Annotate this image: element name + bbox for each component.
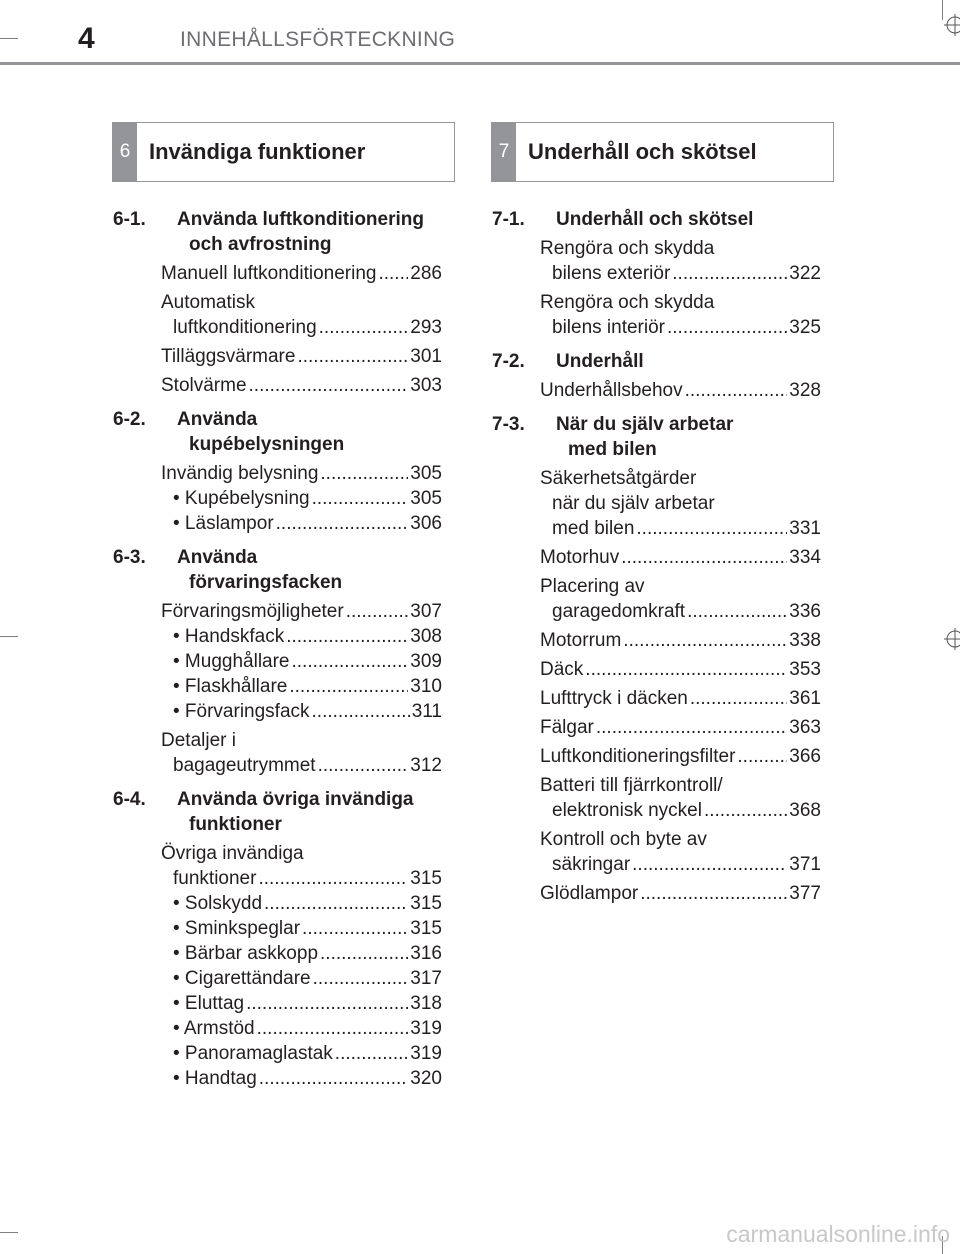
entry-line: Rengöra och skydda — [540, 238, 715, 259]
subsection-title[interactable] — [492, 349, 821, 374]
toc-entry — [540, 715, 821, 740]
entry-text: Lufttryck i däcken — [540, 688, 688, 709]
entry-text: • Cigarettändare — [173, 968, 311, 989]
leader-dots — [687, 599, 787, 624]
entry-line: Batteri till fjärrkontroll/ — [540, 775, 723, 796]
toc-entry — [161, 841, 442, 1091]
leader-dots — [632, 852, 787, 877]
subsection-title-line: Underhåll — [556, 351, 644, 372]
leader-dots — [672, 261, 787, 286]
page-ref: 293 — [410, 317, 442, 338]
toc-entry-row[interactable] — [540, 315, 821, 340]
leader-dots — [297, 344, 408, 369]
entry-text: Motorhuv — [540, 547, 620, 568]
leader-dots — [258, 866, 408, 891]
watermark: carmanualsonline.info — [726, 1221, 950, 1247]
subsection-title[interactable] — [113, 407, 442, 457]
section-tab: 7 — [492, 123, 516, 181]
toc-entry-row[interactable] — [161, 373, 442, 398]
subsection-number: 7-2. — [492, 351, 525, 372]
page-ref: 309 — [410, 651, 442, 672]
entry-text: • Eluttag — [173, 993, 245, 1014]
toc-bullet-row[interactable] — [161, 1041, 442, 1066]
entry-text: Luftkonditioneringsfilter — [540, 746, 736, 767]
leader-dots — [320, 941, 408, 966]
entry-text: • Kupébelysning — [173, 488, 310, 509]
toc-entry — [540, 744, 821, 769]
page-ref: 338 — [789, 630, 821, 651]
subsection-number: 6-2. — [113, 409, 146, 430]
leader-dots — [621, 545, 787, 570]
toc-subsection — [113, 545, 442, 778]
section-heading-7 — [491, 122, 834, 182]
section-tab: 6 — [113, 123, 137, 181]
page-ref: 305 — [410, 488, 442, 509]
leader-dots — [685, 378, 788, 403]
registration-mark-top-icon — [944, 14, 960, 36]
subsection-entries — [113, 461, 442, 536]
leader-dots — [596, 715, 787, 740]
toc-subsection — [113, 407, 442, 536]
page-ref: 319 — [410, 1018, 442, 1039]
entry-text: Manuell luftkonditionering — [161, 263, 377, 284]
toc-entry-row[interactable] — [540, 378, 821, 403]
toc-entry — [540, 628, 821, 653]
leader-dots — [737, 744, 787, 769]
toc-entry-row[interactable] — [161, 599, 442, 624]
page-ref: 325 — [789, 317, 821, 338]
entry-text: Invändig belysning — [161, 463, 319, 484]
registration-mark-mid-icon — [944, 628, 960, 650]
toc-entry — [540, 686, 821, 711]
toc-entry-row[interactable] — [161, 461, 442, 486]
entry-text: säkringar — [552, 854, 631, 875]
entry-text: Glödlampor — [540, 883, 639, 904]
entry-text: • Läslampor — [173, 513, 274, 534]
page-ref: 316 — [410, 943, 442, 964]
entry-line: när du själv arbetar — [552, 493, 715, 514]
entry-text: • Handskfack — [173, 626, 285, 647]
page-ref: 320 — [410, 1068, 442, 1089]
toc-bullet-row[interactable] — [161, 941, 442, 966]
entry-line: Detaljer i — [161, 730, 236, 751]
entry-line: Placering av — [540, 576, 645, 597]
entry-text: funktioner — [173, 868, 257, 889]
subsection-number: 7-1. — [492, 209, 525, 230]
page-ref: 334 — [789, 547, 821, 568]
entry-line: Kontroll och byte av — [540, 829, 707, 850]
toc-entry-row[interactable] — [540, 744, 821, 769]
leader-dots — [335, 1041, 409, 1066]
entry-text: Däck — [540, 659, 584, 680]
page-ref: 315 — [410, 893, 442, 914]
subsection-title-cont: och avfrostning — [189, 234, 332, 255]
toc-bullet-row[interactable] — [161, 1066, 442, 1091]
toc-entry — [161, 261, 442, 286]
subsection-entries — [113, 841, 442, 1091]
page-ref: 301 — [410, 346, 442, 367]
page-ref: 308 — [410, 626, 442, 647]
toc-entry-row[interactable] — [540, 657, 821, 682]
entry-text: garagedomkraft — [552, 601, 686, 622]
crop-mark-mid-left — [0, 636, 18, 637]
leader-dots — [704, 798, 787, 823]
toc-entry — [540, 827, 821, 877]
toc-entry-row[interactable] — [161, 344, 442, 369]
entry-text: Tilläggsvärmare — [161, 346, 296, 367]
entry-text: Stolvärme — [161, 375, 247, 396]
entry-text: Förvaringsmöjligheter — [161, 601, 344, 622]
leader-dots — [257, 1016, 409, 1041]
toc-bullet-row[interactable] — [161, 486, 442, 511]
subsection-entries — [113, 599, 442, 778]
toc-entry-row[interactable] — [161, 315, 442, 340]
toc-bullet-row[interactable] — [161, 891, 442, 916]
toc-entry-row[interactable] — [161, 261, 442, 286]
entry-text: • Bärbar askkopp — [173, 943, 319, 964]
entry-text: bagageutrymmet — [173, 755, 316, 776]
leader-dots — [312, 486, 409, 511]
page-title: INNEHÅLLSFÖRTECKNING — [180, 28, 456, 51]
toc-entry-row[interactable] — [540, 881, 821, 906]
subsection-number: 6-1. — [113, 209, 146, 230]
toc-bullet-row[interactable] — [161, 674, 442, 699]
page-ref: 322 — [789, 263, 821, 284]
page-ref: 315 — [410, 918, 442, 939]
page-ref: 310 — [410, 676, 442, 697]
page-number: 4 — [78, 22, 95, 55]
toc-subsection — [492, 207, 821, 340]
leader-dots — [636, 516, 787, 541]
toc-entry — [540, 378, 821, 403]
subsection-title-line: Använda övriga invändiga — [177, 789, 414, 810]
toc-entry — [540, 881, 821, 906]
page-ref: 317 — [410, 968, 442, 989]
section-heading-6 — [112, 122, 455, 182]
toc-entry-row[interactable] — [540, 715, 821, 740]
subsection-title-line: Använda — [177, 409, 258, 430]
toc-entry — [540, 236, 821, 286]
toc-subsection — [113, 207, 442, 398]
toc-entry-row[interactable] — [540, 628, 821, 653]
toc-bullet-row[interactable] — [161, 624, 442, 649]
entry-text: • Panoramaglastak — [173, 1043, 333, 1064]
page-ref: 353 — [789, 659, 821, 680]
subsection-title-cont: funktioner — [189, 814, 282, 835]
toc-entry — [161, 728, 442, 778]
toc-entry-row[interactable] — [540, 852, 821, 877]
page-ref: 336 — [789, 601, 821, 622]
entry-text: Motorrum — [540, 630, 622, 651]
leader-dots — [302, 916, 408, 941]
entry-text: • Sminkspeglar — [173, 918, 301, 939]
subsection-entries — [492, 236, 821, 340]
subsection-title-cont: förvaringsfacken — [189, 572, 343, 593]
entry-text: med bilen — [552, 518, 635, 539]
page-ref: 318 — [410, 993, 442, 1014]
entry-text: • Flaskhållare — [173, 676, 288, 697]
page-ref: 303 — [410, 375, 442, 396]
leader-dots — [289, 674, 408, 699]
crop-mark-top-right — [942, 0, 943, 20]
page-ref: 368 — [789, 800, 821, 821]
subsection-title[interactable] — [113, 787, 442, 837]
toc-entry — [161, 344, 442, 369]
subsection-title[interactable] — [492, 207, 821, 232]
toc-bullet-row[interactable] — [161, 511, 442, 536]
subsection-title-line: Underhåll och skötsel — [556, 209, 754, 230]
toc-bullet-row[interactable] — [161, 991, 442, 1016]
page-ref: 363 — [789, 717, 821, 738]
page-ref: 319 — [410, 1043, 442, 1064]
entry-text: elektronisk nyckel — [552, 800, 702, 821]
toc-entry-row[interactable] — [540, 686, 821, 711]
entry-text: Underhållsbehov — [540, 380, 683, 401]
subsection-title[interactable] — [113, 207, 442, 257]
entry-text: bilens interiör — [552, 317, 665, 338]
entry-text: bilens exteriör — [552, 263, 671, 284]
leader-dots — [264, 891, 408, 916]
entry-text: • Mugghållare — [173, 651, 290, 672]
toc-entry — [161, 461, 442, 536]
page-ref: 307 — [410, 601, 442, 622]
section-title: Underhåll och skötsel — [528, 139, 757, 164]
crop-mark-bottom-left — [0, 1232, 18, 1233]
leader-dots — [690, 686, 787, 711]
leader-dots — [378, 261, 408, 286]
toc-bullet-row[interactable] — [161, 966, 442, 991]
subsection-title-line: Använda — [177, 547, 258, 568]
header-rule — [0, 62, 960, 65]
toc-entry-row[interactable] — [540, 599, 821, 624]
leader-dots — [318, 753, 409, 778]
leader-dots — [346, 599, 409, 624]
toc-entry — [540, 466, 821, 541]
page-ref: 315 — [410, 868, 442, 889]
toc-bullet-row[interactable] — [161, 699, 442, 724]
subsection-title-cont: med bilen — [568, 439, 657, 460]
page-ref: 361 — [789, 688, 821, 709]
section-title: Invändiga funktioner — [149, 139, 366, 164]
leader-dots — [313, 966, 409, 991]
toc-entry — [540, 574, 821, 624]
leader-dots — [623, 628, 787, 653]
toc-subsection — [492, 349, 821, 403]
entry-text: • Armstöd — [173, 1018, 255, 1039]
leader-dots — [312, 699, 410, 724]
subsection-entries — [492, 466, 821, 906]
page-ref: 306 — [410, 513, 442, 534]
subsection-entries — [492, 378, 821, 403]
leader-dots — [640, 881, 787, 906]
toc-entry-row[interactable] — [540, 545, 821, 570]
leader-dots — [667, 315, 787, 340]
page-ref: 312 — [410, 755, 442, 776]
leader-dots — [286, 624, 408, 649]
leader-dots — [246, 991, 408, 1016]
entry-text: luftkonditionering — [173, 317, 317, 338]
subsection-title-line: När du själv arbetar — [556, 414, 734, 435]
toc-entry — [540, 657, 821, 682]
toc-entry — [540, 290, 821, 340]
entry-line: Övriga invändiga — [161, 843, 304, 864]
toc-entry-row[interactable] — [540, 261, 821, 286]
leader-dots — [319, 315, 409, 340]
page-ref: 366 — [789, 746, 821, 767]
toc-bullet-row[interactable] — [161, 916, 442, 941]
toc-subsection — [492, 412, 821, 906]
subsection-number: 7-3. — [492, 414, 525, 435]
subsection-entries — [113, 261, 442, 398]
page-ref: 311 — [411, 701, 442, 722]
entry-text: • Handtag — [173, 1068, 257, 1089]
toc-entry-row[interactable] — [161, 866, 442, 891]
entry-line: Automatisk — [161, 292, 255, 313]
leader-dots — [292, 649, 409, 674]
page-ref: 371 — [789, 854, 821, 875]
toc-entry-row[interactable] — [540, 798, 821, 823]
subsection-title-line: Använda luftkonditionering — [177, 209, 424, 230]
toc-entry — [540, 545, 821, 570]
subsection-number: 6-3. — [113, 547, 146, 568]
toc-column-right — [492, 198, 821, 906]
toc-entry-row[interactable] — [161, 753, 442, 778]
toc-entry — [540, 773, 821, 823]
toc-entry — [161, 290, 442, 340]
leader-dots — [259, 1066, 409, 1091]
toc-entry-row[interactable] — [540, 516, 821, 541]
leader-dots — [585, 657, 787, 682]
subsection-title[interactable] — [492, 412, 821, 462]
toc-subsection — [113, 787, 442, 1091]
page-ref: 305 — [410, 463, 442, 484]
page-ref: 377 — [789, 883, 821, 904]
entry-text: Fälgar — [540, 717, 594, 738]
leader-dots — [249, 373, 409, 398]
toc-column-left — [113, 198, 442, 1091]
subsection-title-cont: kupébelysningen — [189, 434, 345, 455]
toc-bullet-row[interactable] — [161, 649, 442, 674]
subsection-number: 6-4. — [113, 789, 146, 810]
page-ref: 331 — [789, 518, 821, 539]
entry-line: Rengöra och skydda — [540, 292, 715, 313]
leader-dots — [276, 511, 409, 536]
subsection-title[interactable] — [113, 545, 442, 595]
toc-bullet-row[interactable] — [161, 1016, 442, 1041]
entry-text: • Solskydd — [173, 893, 263, 914]
page-ref: 328 — [789, 380, 821, 401]
leader-dots — [320, 461, 408, 486]
toc-entry — [161, 599, 442, 724]
toc-entry — [161, 373, 442, 398]
page-ref: 286 — [410, 263, 442, 284]
entry-text: • Förvaringsfack — [173, 701, 310, 722]
crop-mark-top-left — [0, 38, 18, 39]
entry-line: Säkerhetsåtgärder — [540, 468, 697, 489]
